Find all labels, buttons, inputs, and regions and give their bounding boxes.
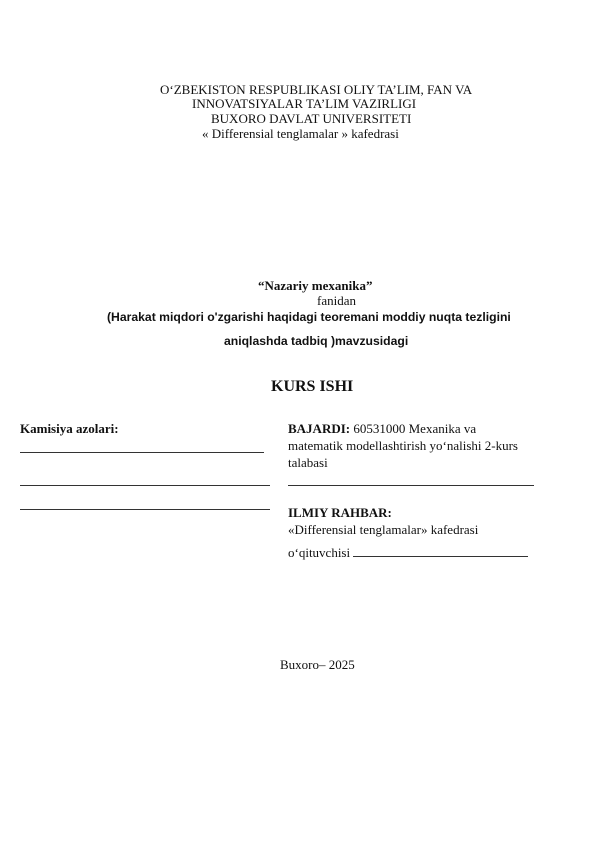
subject-suffix: fanidan [317,293,356,308]
commission-signature-line-1 [20,452,264,453]
city-year: Buxoro– 2025 [280,657,355,672]
performer-text-2: matematik modellashtirish yo‘nalishi 2-kurs [288,438,518,453]
work-type-heading: KURS ISHI [271,378,354,395]
performer-signature-line [288,485,534,486]
supervisor-department: «Differensial tenglamalar» kafedrasi [288,522,479,537]
commission-label: Kamisiya azolari: [20,421,119,436]
performer-label: BAJARDI: [288,421,351,436]
supervisor-position-row [288,545,528,560]
university-name: BUXORO DAVLAT UNIVERSITETI [211,111,412,126]
topic-line-2: aniqlashda tadbiq )mavzusidagi [224,334,409,348]
department-name: « Differensial tenglamalar » kafedrasi [202,126,399,141]
ministry-line-1: O‘ZBEKISTON RESPUBLIKASI OLIY TA’LIM, FAN VA [160,82,473,97]
ministry-line-2: INNOVATSIYALAR TA’LIM VAZIRLIGI [192,96,417,111]
supervisor-label: ILMIY RAHBAR: [288,505,392,520]
performer-text-3: talabasi [288,455,328,470]
performer-text-1: 60531000 Mexanika va [350,421,477,436]
supervisor-position: o‘qituvchisi [288,545,354,560]
commission-signature-line-3 [20,509,270,510]
subject-title: “Nazariy mexanika” [258,278,373,293]
topic-line-1: (Harakat miqdori o'zgarishi haqidagi teoremani moddiy nuqta tezligini [107,310,511,324]
supervisor-signature-line [353,555,528,557]
commission-signature-line-2 [20,485,270,486]
performer-block [288,421,476,436]
